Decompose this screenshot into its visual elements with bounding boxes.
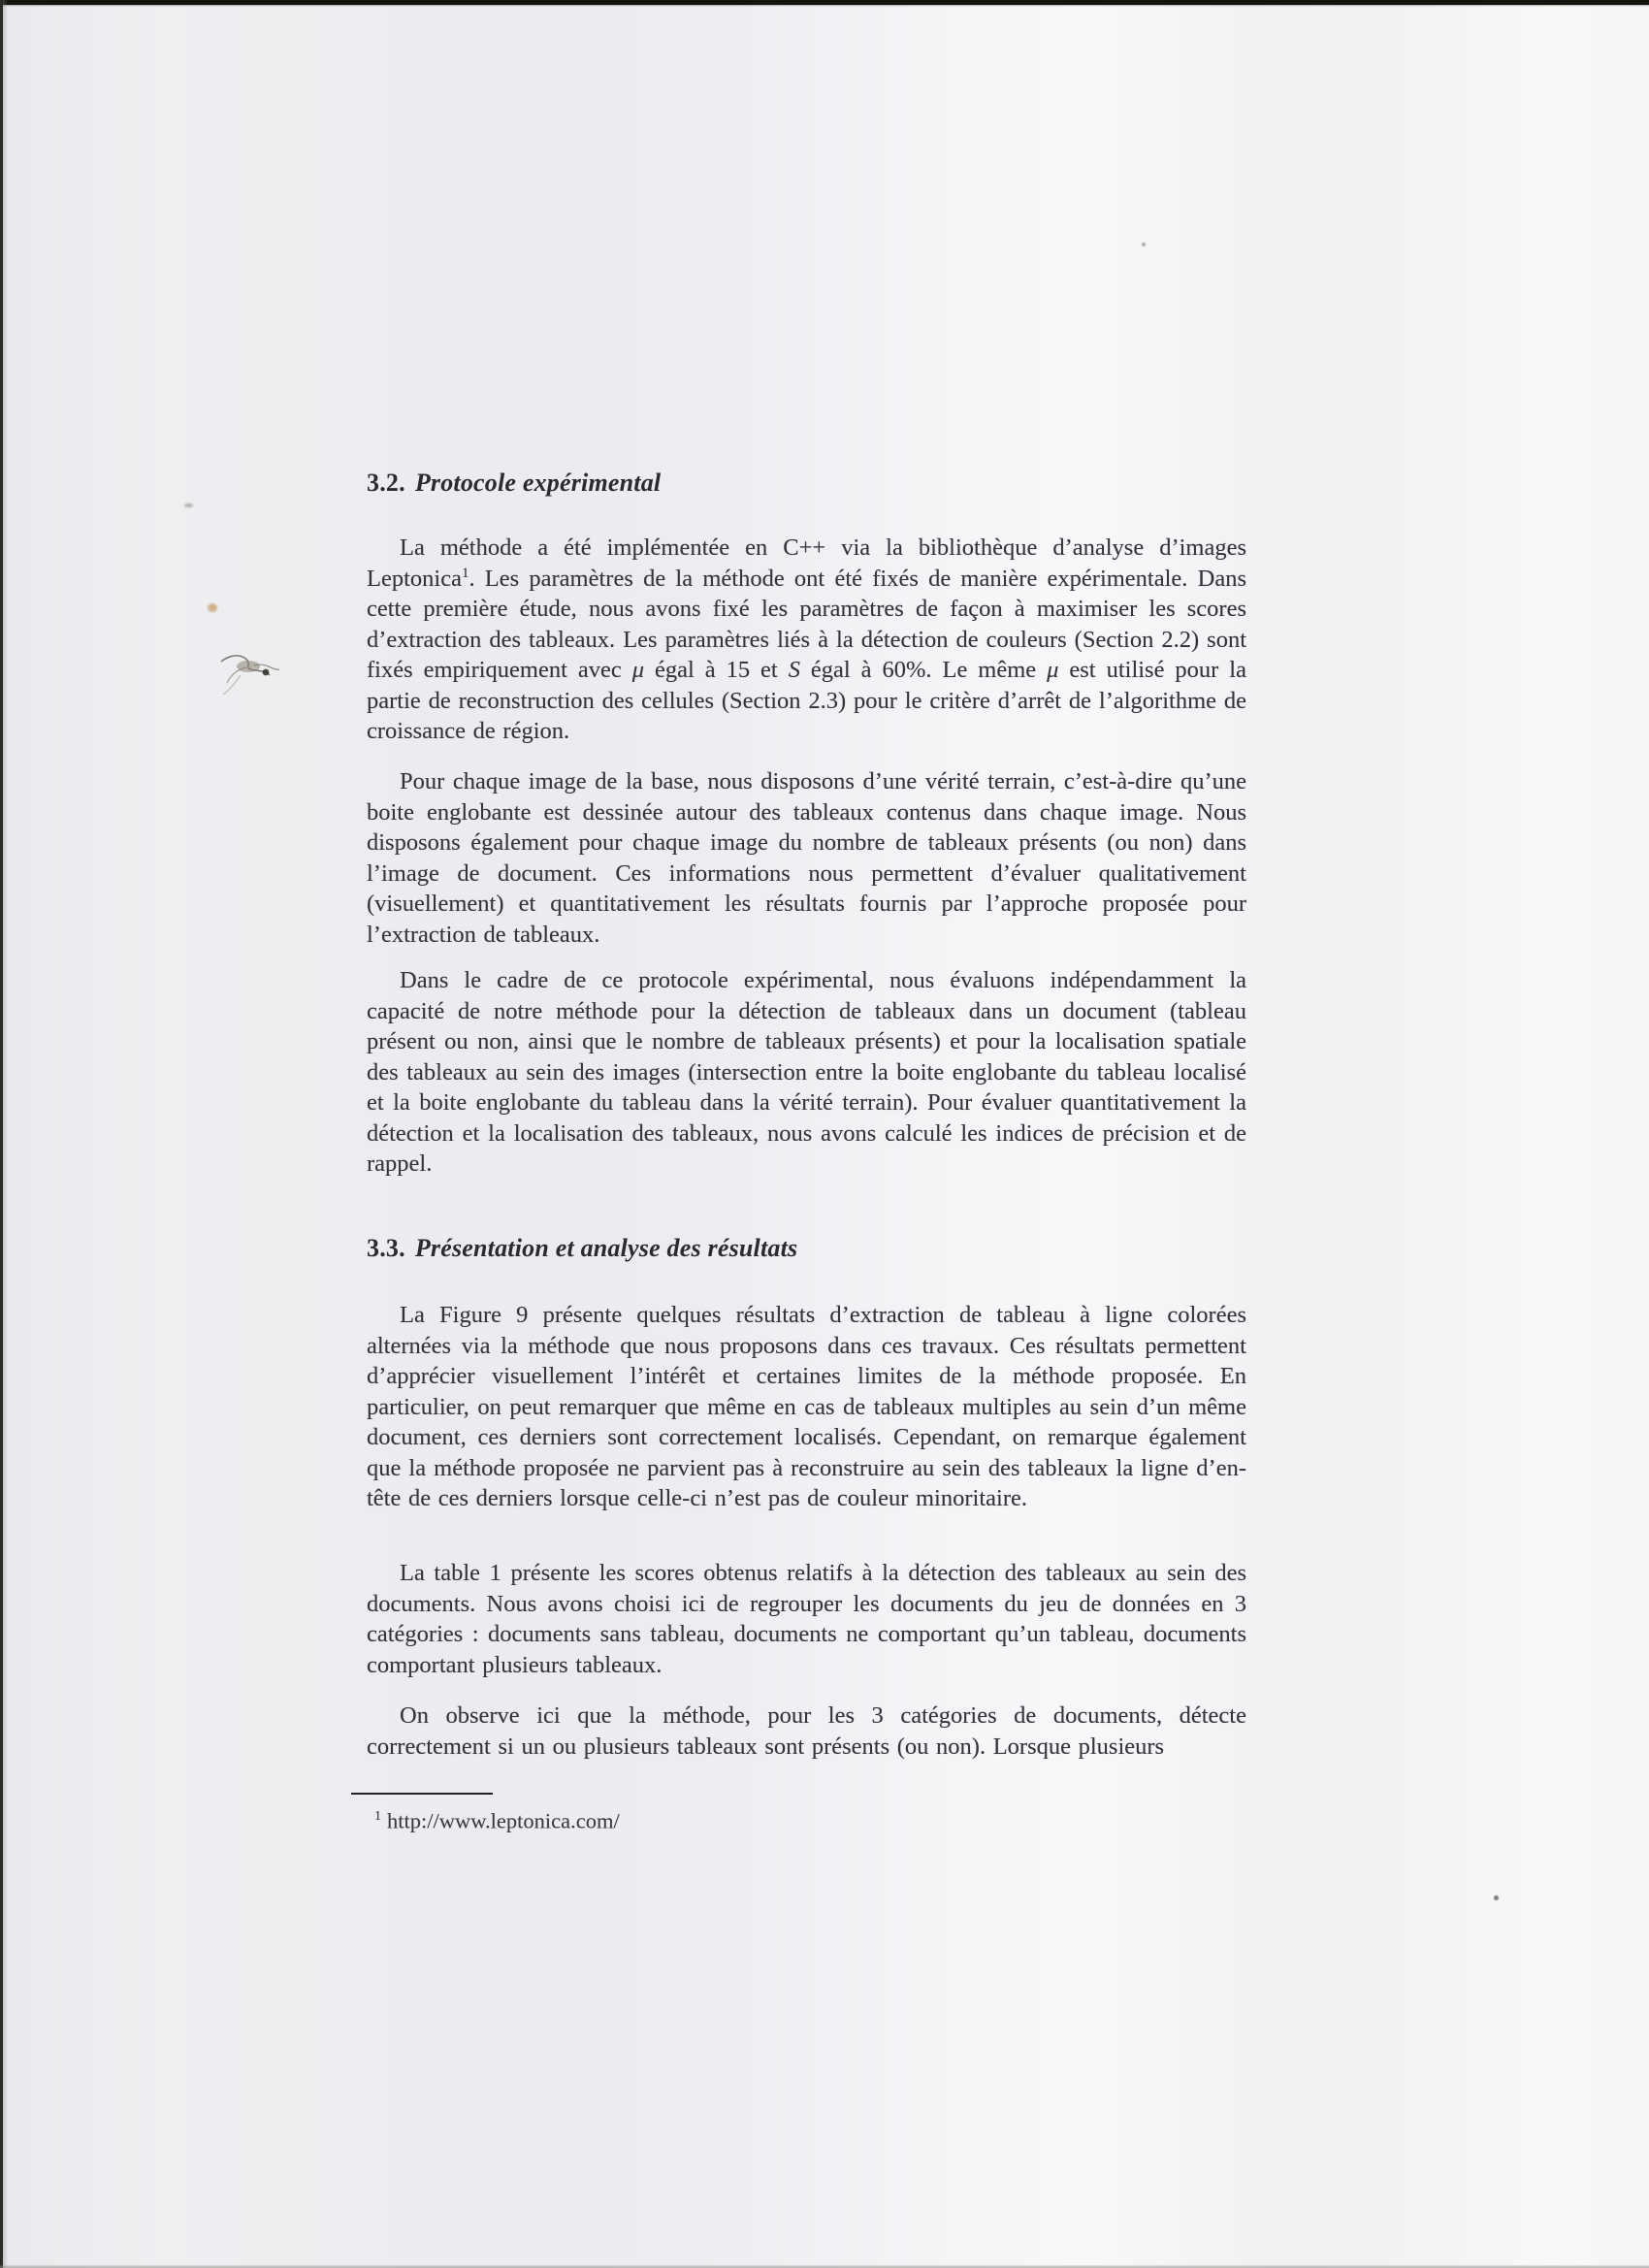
paragraph-figure9-results: La Figure 9 présente quelques résultats d’extraction de tableau à ligne colorées alternées via la méthode que nous proposons dans ces travaux. Ces résultats permettent d’apprécier visuellement l’intérêt et certaines limites de la méthode proposée. En particulier, on peut remarquer que même en cas de tableaux multiples au sein d’un même document, ces derniers sont correctement localisés. Cependant, on remarque également que la méthode proposée ne parvient pas à reconstruire au sein des tableaux la ligne d’en-tête de ces derniers lorsque celle-ci n’est pas de couleur minoritaire. [367,1302,1246,1511]
paragraph-table1-scores: La table 1 présente les scores obtenus relatifs à la détection des tableaux au sein des documents. Nous avons choisi ici de regrouper les documents du jeu de données en 3 catégories : documents sans tableau, documents ne comportant qu’un tableau, documents comportant plusieurs tableaux. [367,1560,1246,1678]
paragraph-evaluation-protocol: Dans le cadre de ce protocole expérimental, nous évaluons indépendamment la capacité de notre méthode pour la détection de tableaux dans un document (tableau présent ou non, ainsi que le nombre de tableaux présents) et pour la localisation spatiale des tableaux au sein des images (intersection entre la boite englobante du tableau localisé et la boite englobante du tableau dans la vérité terrain). Pour évaluer quantitativement la détection et la localisation des tableaux, nous avons calculé les indices de précision et de rappel. [367,967,1246,1177]
section-title: Présentation et analyse des résultats [414,1234,798,1262]
scan-smudge-hair [211,632,289,710]
scan-speck-tan [208,603,217,612]
footnote-rule [351,1793,493,1795]
section-title: Protocole expérimental [414,469,662,497]
footnote [374,1802,956,1836]
section-heading-3-3 [367,1234,1246,1263]
section-number: 3.2. [367,469,405,497]
footnote-marker: 1 [374,1809,381,1824]
paragraph-ground-truth: Pour chaque image de la base, nous disposons d’une vérité terrain, c’est-à-dire qu’une boite englobante est dessinée autour des tableaux contenus dans chaque image. Nous disposons également pour chaque image du nombre de tableaux présents (ou non) dans l’image de document. Ces informations nous permettent d’évaluer qualitativement (visuellement) et quantitativement les résultats fournis par l’approche proposée pour l’extraction de tableaux. [367,768,1246,948]
scan-speck-top [1142,243,1146,246]
scan-speck-gray [184,503,193,507]
paragraph-implementation: La méthode a été implémentée en C++ via la bibliothèque d’analyse d’images Leptonica$^1$. Les paramètres de la méthode ont été fixés de manière expérimentale. Dans cette première étude, nous avons fixé les paramètres de façon à maximiser les scores d’extraction des tableaux. Les paramètres liés à la détection de couleurs (Section 2.2) sont fixés empiriquement avec μ égal à 15 et S égal à 60%. Le même μ est utilisé pour la partie de reconstruction des cellules (Section 2.3) pour le critère d’arrêt de l’algorithme de croissance de région. [367,535,1246,744]
section-heading-3-2 [367,469,1246,498]
footnote-url-text: http://www.leptonica.com/ [387,1808,620,1833]
paragraph-observation: On observe ici que la méthode, pour les 3 catégories de documents, détecte correctement si un ou plusieurs tableaux sont présents (ou non). Lorsque plusieurs [367,1702,1246,1760]
scan-speck-bottom-right [1494,1895,1499,1900]
section-number: 3.3. [367,1234,405,1262]
